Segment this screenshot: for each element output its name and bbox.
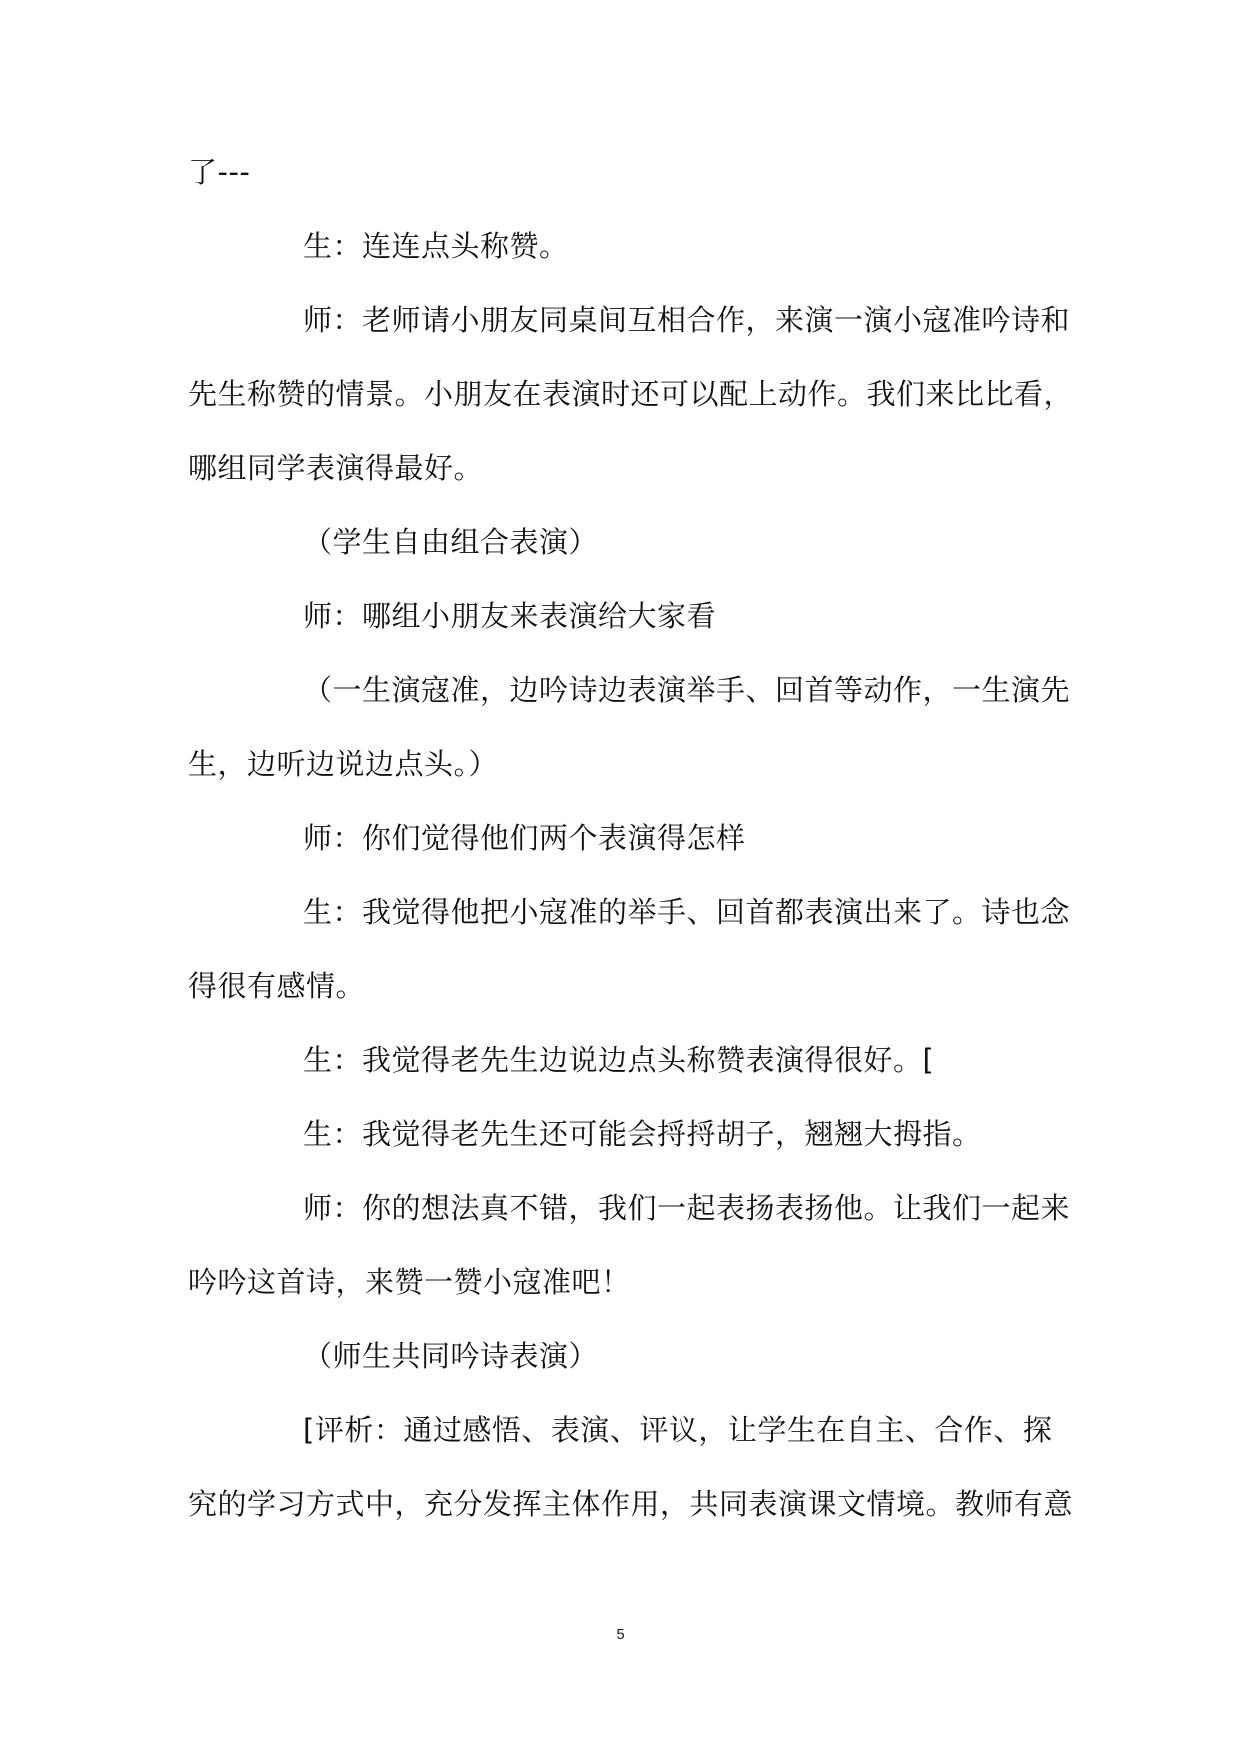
- text-line: 师：你的想法真不错，我们一起表扬表扬他。让我们一起来: [303, 1191, 1071, 1225]
- text-line: 师：哪组小朋友来表演给大家看: [303, 599, 717, 633]
- text-line: （学生自由组合表演）: [303, 525, 599, 559]
- text-line: 究的学习方式中，充分发挥主体作用，共同表演课文情境。教师有意: [188, 1487, 1074, 1521]
- text-line: 得很有感情。: [188, 969, 366, 1003]
- text-line: 生：我觉得老先生边说边点头称赞表演得很好。[: [303, 1043, 935, 1077]
- text-line: 哪组同学表演得最好。: [188, 451, 484, 485]
- text-line: 师：你们觉得他们两个表演得怎样: [303, 821, 746, 855]
- text-line: 生，边听边说边点头。）: [188, 747, 499, 781]
- text-line: 先生称赞的情景。小朋友在表演时还可以配上动作。我们来比比看，: [188, 377, 1074, 411]
- text-line: 师：老师请小朋友同桌间互相合作，来演一演小寇准吟诗和: [303, 303, 1071, 337]
- text-line: 了---: [188, 155, 251, 189]
- text-line: 生：我觉得他把小寇准的举手、回首都表演出来了。诗也念: [303, 895, 1071, 929]
- page-number: 5: [616, 1626, 625, 1643]
- text-line: （一生演寇准，边吟诗边表演举手、回首等动作，一生演先: [303, 673, 1071, 707]
- text-line: 生：我觉得老先生还可能会捋捋胡子，翘翘大拇指。: [303, 1117, 982, 1151]
- text-line: （师生共同吟诗表演）: [303, 1339, 599, 1373]
- text-line: 生：连连点头称赞。: [303, 229, 569, 263]
- text-line: 吟吟这首诗，来赞一赞小寇准吧！: [188, 1265, 631, 1299]
- text-line: [评析：通过感悟、表演、评议，让学生在自主、合作、探: [303, 1413, 1053, 1447]
